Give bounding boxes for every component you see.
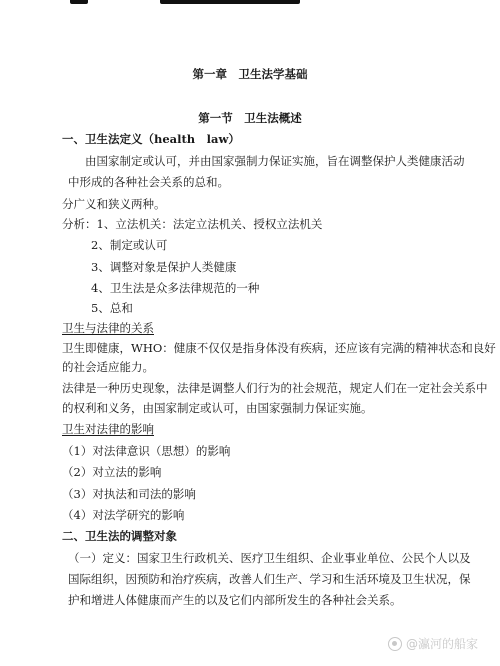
heading-influence: 卫生对法律的影响	[62, 422, 154, 436]
influence-item-2: （2）对立法的影响	[62, 465, 162, 479]
circle-logo-icon	[388, 637, 402, 651]
analysis-item-3: 3、调整对象是保护人类健康	[91, 260, 237, 274]
health-definition-2: 的社会适应能力。	[62, 360, 154, 374]
definition-text-1: 由国家制定或认可，并由国家强制力保证实施，旨在调整保护人类健康活动	[85, 154, 465, 168]
watermark-text: @瀛河的船家	[405, 637, 478, 651]
adjustment-text-3: 护和增进人体健康而产生的以及它们内部所发生的各种社会关系。	[68, 593, 402, 607]
analysis-item-4: 4、卫生法是众多法律规范的一种	[91, 281, 260, 295]
heading-health-law-relation: 卫生与法律的关系	[62, 321, 154, 335]
influence-item-4: （4）对法学研究的影响	[62, 508, 185, 522]
adjustment-text-1: （一）定义：国家卫生行政机关、医疗卫生组织、企业事业单位、公民个人以及	[68, 551, 471, 565]
chapter-title: 第一章 卫生法学基础	[192, 67, 308, 81]
law-definition-2: 的权利和义务，由国家制定或认可，由国家强制力保证实施。	[62, 401, 373, 415]
heading-definition: 一、卫生法定义（health law）	[62, 132, 240, 146]
heading-adjustment-object: 二、卫生法的调整对象	[62, 529, 177, 543]
definition-text-2: 中形成的各种社会关系的总和。	[68, 175, 229, 189]
influence-item-3: （3）对执法和司法的影响	[62, 487, 196, 501]
cropped-top-heading	[0, 0, 500, 6]
watermark	[388, 635, 478, 652]
influence-item-1: （1）对法律意识（思想）的影响	[62, 444, 231, 458]
law-definition-1: 法律是一种历史现象，法律是调整人们行为的社会规范，规定人们在一定社会关系中	[62, 381, 488, 395]
health-definition-1: 卫生即健康，WHO：健康不仅仅是指身体没有疾病，还应该有完满的精神状态和良好	[62, 341, 496, 355]
section-title: 第一节 卫生法概述	[198, 111, 302, 125]
analysis-item-5: 5、总和	[91, 301, 133, 315]
scope-text: 分广义和狭义两种。	[62, 197, 166, 211]
analysis-item-1: 分析：1、立法机关：法定立法机关、授权立法机关	[62, 217, 323, 231]
analysis-item-2: 2、制定或认可	[91, 238, 168, 252]
adjustment-text-2: 国际组织，因预防和治疗疾病，改善人们生产、学习和生活环境及卫生状况，保	[68, 572, 471, 586]
